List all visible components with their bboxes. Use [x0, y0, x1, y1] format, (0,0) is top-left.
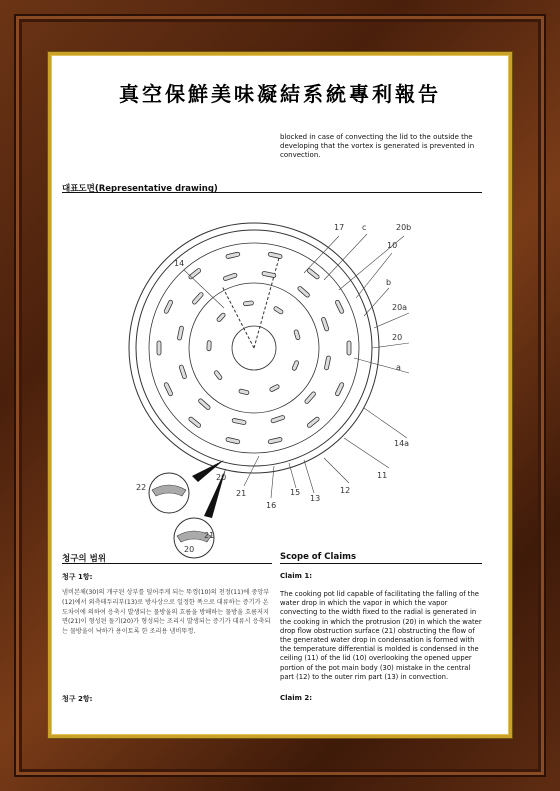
protrusion-mark [232, 418, 247, 425]
protrusion-mark [188, 268, 201, 280]
figure-label: c [362, 223, 367, 232]
claims-heading-korean: 청구의 범위 [62, 554, 107, 564]
protrusion-mark [268, 437, 283, 444]
protrusion-mark [273, 306, 284, 315]
section-rule [62, 563, 272, 564]
protrusion-mark [226, 437, 241, 444]
figure-label: 13 [310, 494, 321, 503]
representative-heading: 대표도면(Representative drawing) [62, 184, 218, 194]
protrusion-mark [262, 271, 277, 278]
protrusion-mark [216, 312, 226, 322]
protrusion-mark [243, 301, 253, 306]
figure-label: 20b [396, 223, 412, 232]
document-title: 真空保鮮美味凝結系統專利報告 [119, 82, 441, 106]
claim1-label-korean: 청구 1항: [62, 573, 93, 581]
protrusion-mark [198, 398, 211, 410]
claim1-label-english: Claim 1: [280, 572, 313, 580]
figure-label: 21 [236, 489, 247, 498]
section-rule [280, 563, 482, 564]
protrusion-mark [207, 341, 212, 351]
figure-label: 20 [392, 333, 403, 342]
protrusion-mark [269, 384, 280, 392]
intro-text: blocked in case of convecting the lid to the outside the developing that the vortex is generated is prevented in convection. [280, 133, 475, 159]
radial-line [222, 286, 254, 348]
claim2-label-korean: 청구 2항: [62, 695, 93, 703]
figure-label: 11 [377, 471, 388, 480]
figure-label: 20a [392, 303, 408, 312]
protrusion-mark [213, 370, 222, 380]
protrusion-mark [226, 252, 241, 259]
protrusion-mark [157, 341, 161, 355]
figure-label: 14a [394, 439, 410, 448]
figure-label: 21 [204, 531, 215, 540]
protrusion-mark [188, 416, 201, 428]
protrusion-mark [239, 389, 250, 395]
section-rule [62, 192, 482, 193]
protrusion-mark [192, 292, 204, 305]
claims-heading-english: Scope of Claims [280, 552, 357, 562]
figure-label: 22 [136, 483, 147, 492]
protrusion-mark [179, 365, 187, 380]
figure-label: 12 [340, 486, 351, 495]
protrusion-mark [223, 273, 238, 281]
protrusion-mark [177, 326, 184, 341]
protrusion-mark [335, 382, 345, 396]
claim2-label-english: Claim 2: [280, 694, 313, 702]
protrusion-mark [307, 416, 320, 428]
patent-document [54, 58, 506, 732]
protrusion-mark [297, 286, 310, 298]
figure-label: a [396, 363, 401, 372]
protrusion-mark [268, 252, 283, 259]
protrusion-mark [321, 317, 329, 332]
figure-label: 20 [216, 473, 227, 482]
protrusion-mark [307, 268, 320, 280]
claim1-text-korean: 냄비본체(30)의 개구된 상부를 덮어주게 되는 뚜껑(10)의 천정(11)에 중앙부(12)에서 외측테두리부(13)로 방사상으로 일정한 폭으로 대류하는 증기가 온도차이에 의하여 응축시 발생되는 물방울의 흐름을 방해하는 물방울 흐름저지면(21)이 형성된 돌기(20)가 형성되는 조리시 발생되는 증기가 대류시 응축되는 물방울이 낙하가 용이토록 한 조리용 냄비뚜껑. [62, 589, 271, 636]
protrusion-mark [271, 415, 286, 423]
protrusion-mark [304, 391, 316, 404]
figure-label: 10 [387, 241, 398, 250]
protrusion-mark [164, 300, 174, 314]
figure-label: 20 [184, 545, 195, 554]
protrusion-mark [294, 329, 301, 340]
protrusion-mark [335, 300, 345, 314]
figure-label: 14 [174, 259, 185, 268]
claim1-text-english: The cooking pot lid capable of facilitating the falling of the water drop in which the vapor in which the vapor convecting to the width fixed to the radial is generated in the cooking in which the protrusion (20) in which the water drop flow obstruction surface (21) obstructing the flow of the generated water drop in condensation is formed with the temperature differential is molded is condensed in the ceiling (11) of the lid (10) overlooking the opened upper portion of the pot main body (30) mistake in the central part (12) to the outer rim part (13) in convection. [280, 590, 482, 681]
figure-label: 16 [266, 501, 277, 510]
protrusion-mark [164, 382, 174, 396]
protrusion-mark [347, 341, 351, 355]
figure-label: 17 [334, 223, 345, 232]
figure-label: 15 [290, 488, 301, 497]
protrusion-mark [324, 356, 331, 371]
protrusion-mark [292, 360, 300, 371]
radial-line [254, 258, 279, 348]
figure-label: b [386, 278, 392, 287]
representative-drawing [74, 198, 412, 538]
